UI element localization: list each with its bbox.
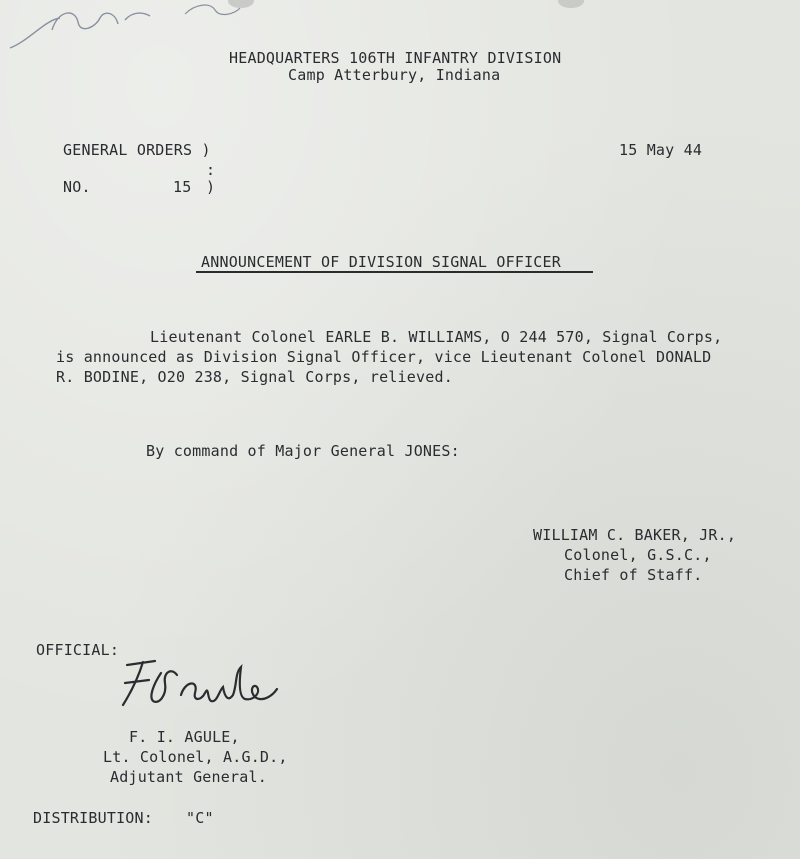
distribution-value: "C" <box>186 809 214 827</box>
punch-hole-right <box>558 0 584 8</box>
general-orders-label: GENERAL ORDERS ) <box>63 141 211 159</box>
order-number-label: NO. <box>63 178 91 196</box>
order-number: 15 <box>173 178 192 196</box>
official-label: OFFICIAL: <box>36 641 120 659</box>
body-line-2: is announced as Division Signal Officer, vice Lieutenant Colonel DONALD <box>56 348 712 366</box>
chief-of-staff-title: Chief of Staff. <box>564 566 703 584</box>
adjutant-rank: Lt. Colonel, A.G.D., <box>103 748 288 766</box>
body-line-3: R. BODINE, O20 238, Signal Corps, relieved. <box>56 368 453 386</box>
command-line: By command of Major General JONES: <box>146 442 460 460</box>
header-division: HEADQUARTERS 106TH INFANTRY DIVISION <box>229 49 562 67</box>
handwritten-signature <box>115 655 290 715</box>
chief-of-staff-name: WILLIAM C. BAKER, JR., <box>533 526 737 544</box>
order-paren-colon: : <box>206 161 216 179</box>
adjutant-name: F. I. AGULE, <box>129 728 240 746</box>
order-paren-close: ) <box>206 178 216 196</box>
document-title: ANNOUNCEMENT OF DIVISION SIGNAL OFFICER <box>201 253 561 271</box>
order-date: 15 May 44 <box>619 141 703 159</box>
title-underline <box>196 271 593 273</box>
chief-of-staff-rank: Colonel, G.S.C., <box>564 546 712 564</box>
adjutant-title: Adjutant General. <box>110 768 267 786</box>
distribution-label: DISTRIBUTION: <box>33 809 153 827</box>
body-line-1: Lieutenant Colonel EARLE B. WILLIAMS, O 244 570, Signal Corps, <box>150 328 723 346</box>
header-location: Camp Atterbury, Indiana <box>288 66 501 84</box>
pencil-scribble <box>0 0 260 60</box>
